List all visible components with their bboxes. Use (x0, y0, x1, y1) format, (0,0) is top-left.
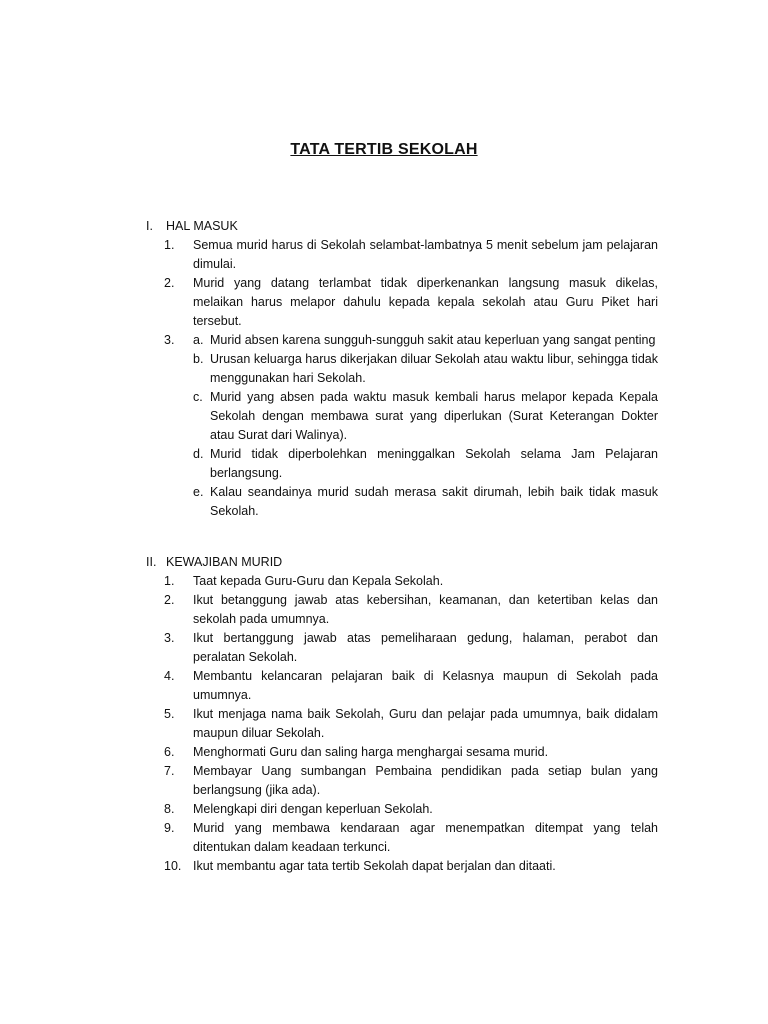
rule-text: Ikut membantu agar tata tertib Sekolah dapat berjalan dan ditaati. (193, 859, 556, 873)
rule-number: 10. (164, 859, 182, 873)
rule-number: 3. (164, 631, 175, 645)
rule-item (146, 236, 658, 274)
rule-item (146, 762, 658, 800)
sub-rule-item (193, 483, 658, 521)
rule-text: Murid yang membawa kendaraan agar menempatkan ditempat yang telah ditentukan dalam keadaan terkunci. (193, 821, 658, 854)
rule-list (146, 572, 658, 876)
sub-rule-list (193, 331, 658, 521)
section-number: I. (146, 219, 153, 233)
sub-rule-letter: a. (193, 333, 204, 347)
rule-text: Murid yang datang terlambat tidak diperkenankan langsung masuk dikelas, melaikan harus melapor dahulu kepada kepala sekolah atau Guru Piket hari tersebut. (193, 276, 658, 328)
rule-text: Membayar Uang sumbangan Pembaina pendidikan pada setiap bulan yang berlangsung (jika ada). (193, 764, 658, 797)
rule-text: Taat kepada Guru-Guru dan Kepala Sekolah. (193, 574, 444, 588)
section-heading (146, 553, 658, 572)
rule-text: Melengkapi diri dengan keperluan Sekolah. (193, 802, 433, 816)
rule-number: 6. (164, 745, 175, 759)
section-hal-masuk (146, 217, 658, 521)
sub-rule-item (193, 350, 658, 388)
rule-number: 2. (164, 593, 175, 607)
rule-item (146, 331, 658, 521)
section-heading (146, 217, 658, 236)
rule-item (146, 667, 658, 705)
rule-number: 8. (164, 802, 175, 816)
page-title: TATA TERTIB SEKOLAH (290, 141, 478, 158)
rule-number: 1. (164, 238, 175, 252)
rule-text: Ikut betanggung jawab atas kebersihan, keamanan, dan ketertiban kelas dan sekolah pada umumnya. (193, 593, 658, 626)
rule-number: 3. (164, 333, 175, 347)
sub-rule-text: Murid tidak diperbolehkan meninggalkan Sekolah selama Jam Pelajaran berlangsung. (210, 447, 658, 480)
rule-item (146, 705, 658, 743)
rule-text: Membantu kelancaran pelajaran baik di Kelasnya maupun di Sekolah pada umumnya. (193, 669, 658, 702)
rule-number: 1. (164, 574, 175, 588)
rule-item (146, 800, 658, 819)
rule-text: Menghormati Guru dan saling harga menghargai sesama murid. (193, 745, 549, 759)
sub-rule-letter: c. (193, 390, 203, 404)
rule-text: Ikut menjaga nama baik Sekolah, Guru dan pelajar pada umumnya, baik didalam maupun diluar Sekolah. (193, 707, 658, 740)
section-title: KEWAJIBAN MURID (166, 555, 283, 569)
section-number: II. (146, 555, 157, 569)
sub-rule-text: Murid yang absen pada waktu masuk kembali harus melapor kepada Kepala Sekolah dengan membawa surat yang diperlukan (Surat Keterangan Dokter atau Surat dari Walinya). (210, 390, 658, 442)
rule-text: Semua murid harus di Sekolah selambat-lambatnya 5 menit sebelum jam pelajaran dimulai. (193, 238, 658, 271)
rule-number: 5. (164, 707, 175, 721)
sub-rule-letter: e. (193, 485, 204, 499)
sub-rule-letter: d. (193, 447, 204, 461)
sub-rule-item (193, 445, 658, 483)
rule-item (146, 591, 658, 629)
rule-item (146, 629, 658, 667)
sub-rule-text: Kalau seandainya murid sudah merasa sakit dirumah, lebih baik tidak masuk Sekolah. (210, 485, 658, 518)
section-title: HAL MASUK (166, 219, 238, 233)
rule-number: 9. (164, 821, 175, 835)
rule-number: 4. (164, 669, 175, 683)
rule-number: 7. (164, 764, 175, 778)
rule-item (146, 819, 658, 857)
sub-rule-text: Urusan keluarga harus dikerjakan diluar Sekolah atau waktu libur, sehingga tidak menggunakan hari Sekolah. (210, 352, 658, 385)
sub-rule-letter: b. (193, 352, 204, 366)
rule-item (146, 743, 658, 762)
rule-item (146, 274, 658, 331)
sub-rule-text: Murid absen karena sungguh-sungguh sakit atau keperluan yang sangat penting (210, 333, 656, 347)
rule-item (146, 857, 658, 876)
sub-rule-item (193, 388, 658, 445)
rule-item (146, 572, 658, 591)
sub-rule-item (193, 331, 658, 350)
rule-number: 2. (164, 276, 175, 290)
section-kewajiban-murid (146, 553, 658, 876)
rule-text: Ikut bertanggung jawab atas pemeliharaan gedung, halaman, perabot dan peralatan Sekolah. (193, 631, 658, 664)
rule-list (146, 236, 658, 521)
